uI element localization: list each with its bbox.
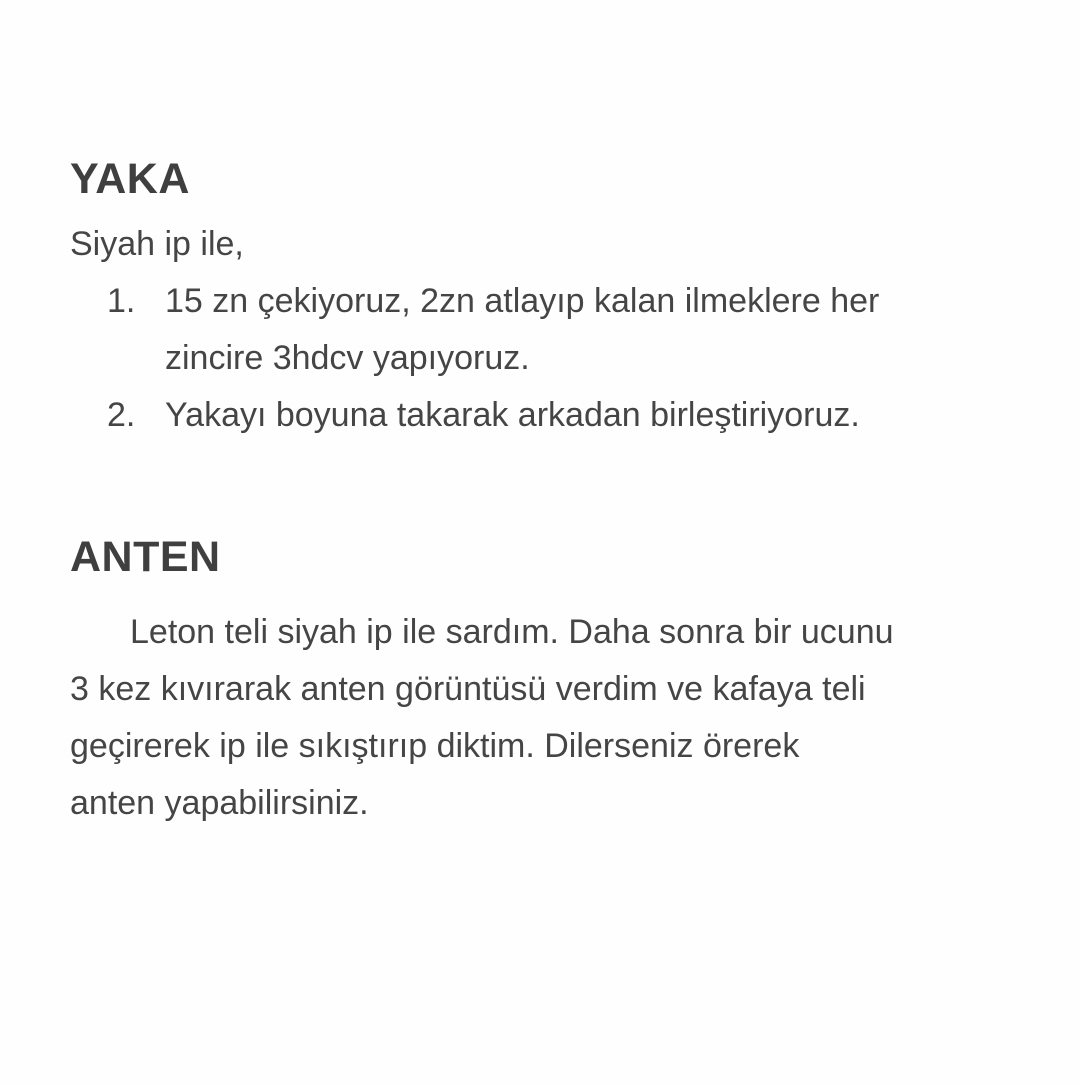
step-number: 1. [107, 282, 136, 320]
document-page [70, 150, 1050, 832]
yaka-heading: YAKA [70, 155, 190, 203]
anten-paragraph [70, 604, 1035, 832]
step-text-line: 15 zn çekiyoruz, 2zn atlayıp kalan ilmeklere her [165, 282, 880, 320]
step-text-line: zincire 3hdcv yapıyoruz. [165, 339, 530, 377]
list-item [70, 273, 1050, 387]
anten-heading: ANTEN [70, 533, 221, 581]
paragraph-line: 3 kez kıvırarak anten görüntüsü verdim ve kafaya teli [70, 670, 866, 708]
step-text-line: Yakayı boyuna takarak arkadan birleştiriyoruz. [165, 396, 860, 434]
step-number: 2. [107, 396, 136, 434]
list-item [70, 387, 1050, 444]
paragraph-line: Leton teli siyah ip ile sardım. Daha sonra bir ucunu [130, 613, 894, 651]
paragraph-line: anten yapabilirsiniz. [70, 784, 369, 822]
yaka-steps-list [70, 273, 1050, 444]
anten-section [70, 528, 1050, 832]
yaka-intro: Siyah ip ile, [70, 225, 244, 263]
paragraph-line: geçirerek ip ile sıkıştırıp diktim. Dilerseniz örerek [70, 727, 800, 765]
yaka-section [70, 150, 1050, 444]
